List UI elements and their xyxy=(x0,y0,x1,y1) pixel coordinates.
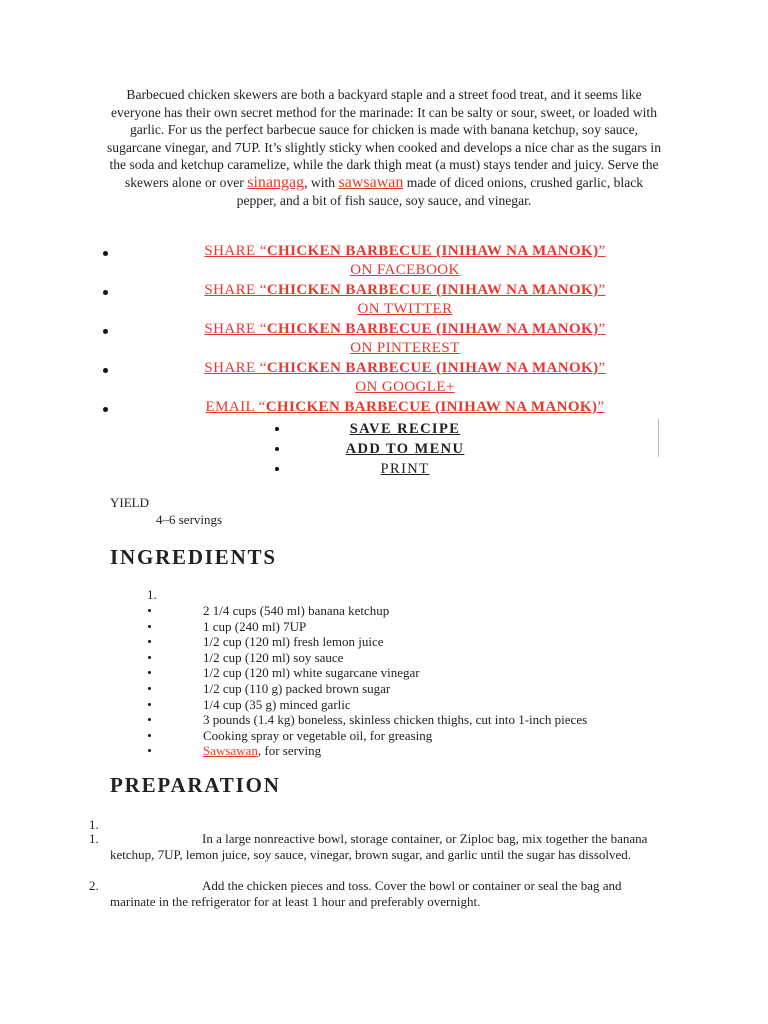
ingredients-list xyxy=(0,603,768,759)
preparation-step xyxy=(89,878,649,909)
recipe-actions xyxy=(0,420,768,480)
ingredient-item-sawsawan: Sawsawan, for serving xyxy=(0,743,768,759)
intro-text-after: made of diced onions, crushed garlic, black pepper, and a bit of fish sauce, soy sauce, and vinegar. xyxy=(236,174,644,208)
yield-value: 4–6 servings xyxy=(156,512,223,527)
ingredient-item: 1/2 cup (110 g) packed brown sugar xyxy=(0,681,768,697)
add-to-menu-button[interactable]: ADD TO MENU xyxy=(345,441,465,457)
bullet-icon xyxy=(103,251,108,256)
sawsawan-link[interactable]: sawsawan xyxy=(338,173,404,191)
bullet-icon xyxy=(275,467,279,471)
preparation-number: 1. xyxy=(89,817,99,832)
share-twitter-item xyxy=(0,281,768,320)
add-to-menu-item xyxy=(0,440,768,460)
share-twitter-link[interactable]: SHARE “CHICKEN BARBECUE (INIHAW NA MANOK)” ON TWITTER xyxy=(204,282,606,317)
sinangag-link[interactable]: sinangag xyxy=(247,173,305,191)
share-googleplus-link[interactable]: SHARE “CHICKEN BARBECUE (INIHAW NA MANOK)” ON GOOGLE+ xyxy=(204,360,606,395)
share-facebook-link[interactable]: SHARE “CHICKEN BARBECUE (INIHAW NA MANOK)” ON FACEBOOK xyxy=(204,243,606,278)
bullet-icon xyxy=(275,427,279,431)
ingredients-number: 1. xyxy=(147,587,157,602)
bullet-icon xyxy=(103,329,108,334)
share-pinterest-item xyxy=(0,320,768,359)
preparation-heading: PREPARATION xyxy=(110,773,281,797)
print-item xyxy=(0,460,768,480)
ingredient-item: 1/2 cup (120 ml) soy sauce xyxy=(0,650,768,666)
bullet-icon xyxy=(148,625,151,628)
share-facebook-item xyxy=(0,242,768,281)
divider xyxy=(658,419,659,457)
bullet-icon xyxy=(275,447,279,451)
ingredient-item: 1/2 cup (120 ml) white sugarcane vinegar xyxy=(0,665,768,681)
bullet-icon xyxy=(148,687,151,690)
save-recipe-item xyxy=(0,420,768,440)
step-number: 1. xyxy=(89,831,99,846)
bullet-icon xyxy=(103,290,108,295)
ingredient-item: 3 pounds (1.4 kg) boneless, skinless chicken thighs, cut into 1-inch pieces xyxy=(0,712,768,728)
bullet-icon xyxy=(148,640,151,643)
print-button[interactable]: PRINT xyxy=(380,461,430,477)
intro-text-before: Barbecued chicken skewers are both a backyard staple and a street food treat, and it seems like everyone has their own secret method for the marinade: It can be salty or sour, sweet, or loaded with garlic. For us the perfect barbecue sauce for chicken is made with banana ketchup, soy sauce, sugarcane vinegar, and 7UP. It’s slightly sticky when cooked and develops a nice char as the sugars in the soda and ketchup caramelize, while the dark thigh meat (a must) stays tender and juicy. Serve the skewers alone or over xyxy=(106,87,661,190)
bullet-icon xyxy=(148,671,151,674)
bullet-icon xyxy=(148,703,151,706)
ingredient-item: 2 1/4 cups (540 ml) banana ketchup xyxy=(0,603,768,619)
share-list xyxy=(0,242,768,437)
bullet-icon xyxy=(148,718,151,721)
share-googleplus-item xyxy=(0,359,768,398)
step-text: Add the chicken pieces and toss. Cover the bowl or container or seal the bag and marinate in the refrigerator for at least 1 hour and preferably overnight. xyxy=(110,878,622,909)
intro-paragraph xyxy=(105,86,663,209)
intro-text-mid: , with xyxy=(304,174,339,190)
preparation-step xyxy=(89,831,649,862)
bullet-icon xyxy=(148,749,151,752)
step-text: In a large nonreactive bowl, storage container, or Ziploc bag, mix together the banana ketchup, 7UP, lemon juice, soy sauce, vinegar, brown sugar, and garlic until the sugar has dissolved. xyxy=(110,831,648,862)
ingredient-item: 1/4 cup (35 g) minced garlic xyxy=(0,697,768,713)
step-number: 2. xyxy=(89,878,99,893)
bullet-icon xyxy=(148,609,151,612)
bullet-icon xyxy=(148,656,151,659)
yield-label: YIELD xyxy=(110,495,149,510)
bullet-icon xyxy=(103,368,108,373)
save-recipe-button[interactable]: SAVE RECIPE xyxy=(349,421,461,437)
ingredient-item: 1 cup (240 ml) 7UP xyxy=(0,619,768,635)
bullet-icon xyxy=(148,734,151,737)
bullet-icon xyxy=(103,407,108,412)
ingredients-heading: INGREDIENTS xyxy=(110,545,277,569)
ingredient-item: Cooking spray or vegetable oil, for greasing xyxy=(0,728,768,744)
share-email-link[interactable]: EMAIL “CHICKEN BARBECUE (INIHAW NA MANOK)” xyxy=(205,399,605,415)
sawsawan-ingredient-link[interactable]: Sawsawan xyxy=(203,743,258,759)
ingredient-item: 1/2 cup (120 ml) fresh lemon juice xyxy=(0,634,768,650)
share-pinterest-link[interactable]: SHARE “CHICKEN BARBECUE (INIHAW NA MANOK)” ON PINTEREST xyxy=(204,321,606,356)
